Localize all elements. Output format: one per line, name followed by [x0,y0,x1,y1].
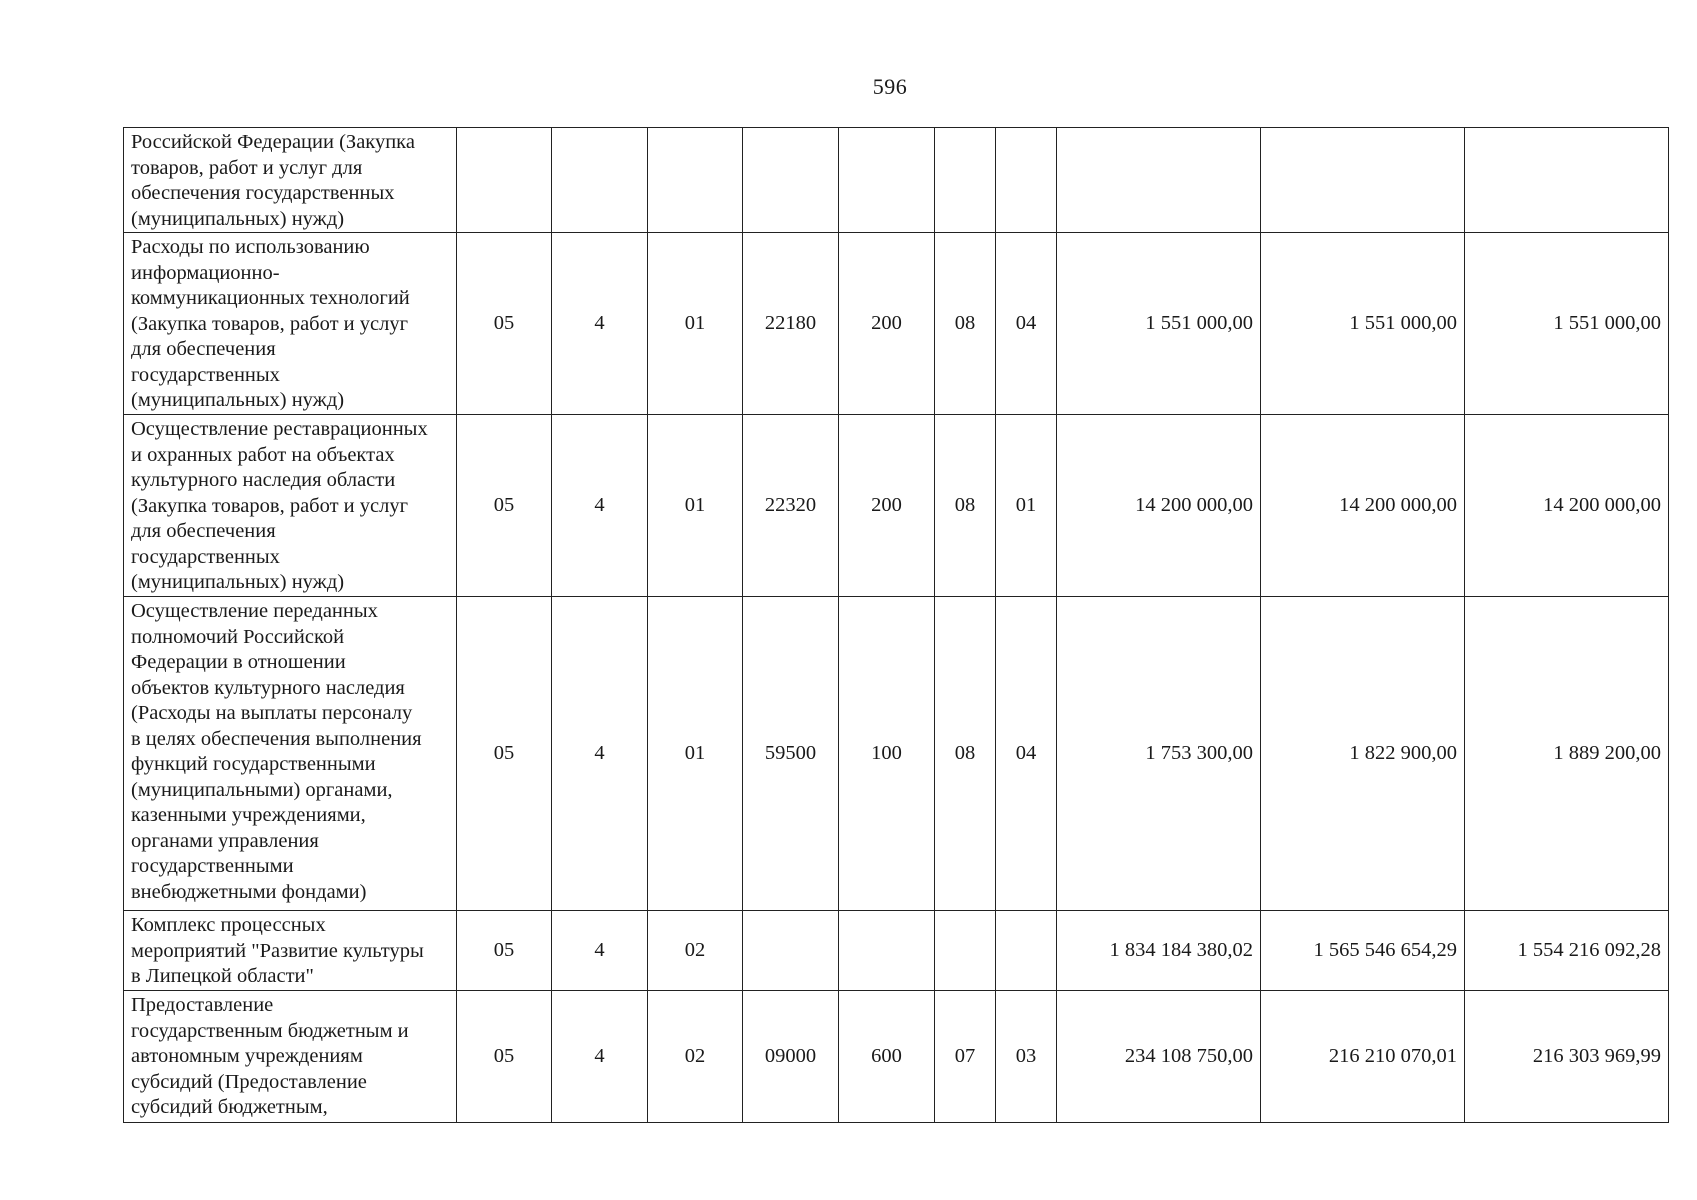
code-program: 05 [457,991,552,1123]
code-section: 08 [935,233,996,415]
table-row [124,233,1669,415]
code-section [935,911,996,991]
code-type: 4 [552,233,648,415]
amount-year-3: 1 554 216 092,28 [1465,911,1669,991]
amount-year-1: 1 753 300,00 [1057,597,1261,911]
code-type: 4 [552,597,648,911]
amount-year-2: 216 210 070,01 [1261,991,1465,1123]
row-description: Предоставление государственным бюджетным и автономным учреждениям субсидий (Предоставление субсидий бюджетным, [124,991,457,1123]
row-description: Российской Федерации (Закупка товаров, работ и услуг для обеспечения государственных (муниципальных) нужд) [124,128,457,233]
code-expense-type [839,911,935,991]
code-section: 07 [935,991,996,1123]
code-direction: 22180 [743,233,839,415]
amount-year-2: 1 565 546 654,29 [1261,911,1465,991]
code-direction [743,911,839,991]
code-section: 08 [935,415,996,597]
amount-year-1: 1 834 184 380,02 [1057,911,1261,991]
code-expense-type [839,128,935,233]
amount-year-3: 14 200 000,00 [1465,415,1669,597]
table-row [124,911,1669,991]
code-program: 05 [457,911,552,991]
code-expense-type: 100 [839,597,935,911]
amount-year-2: 14 200 000,00 [1261,415,1465,597]
code-program: 05 [457,597,552,911]
code-expense-type: 600 [839,991,935,1123]
table-row [124,128,1669,233]
row-description: Осуществление переданных полномочий Российской Федерации в отношении объектов культурного наследия (Расходы на выплаты персоналу в целях обеспечения выполнения функций государственными (муниципальными) органами, казенными учреждениями, органами управления государственными внебюджетными фондами) [124,597,457,911]
amount-year-1: 1 551 000,00 [1057,233,1261,415]
amount-year-3: 216 303 969,99 [1465,991,1669,1123]
code-subsection [996,911,1057,991]
code-subsection: 03 [996,991,1057,1123]
code-subprogram: 02 [648,991,743,1123]
amount-year-3: 1 889 200,00 [1465,597,1669,911]
code-expense-type: 200 [839,415,935,597]
amount-year-3: 1 551 000,00 [1465,233,1669,415]
code-subsection: 04 [996,597,1057,911]
code-type: 4 [552,911,648,991]
code-type [552,128,648,233]
amount-year-1: 14 200 000,00 [1057,415,1261,597]
row-description: Расходы по использованию информационно- коммуникационных технологий (Закупка товаров, работ и услуг для обеспечения государственных (муниципальных) нужд) [124,233,457,415]
row-description: Осуществление реставрационных и охранных работ на объектах культурного наследия области (Закупка товаров, работ и услуг для обеспечения государственных (муниципальных) нужд) [124,415,457,597]
code-subsection [996,128,1057,233]
code-program: 05 [457,233,552,415]
code-subprogram: 01 [648,597,743,911]
code-section [935,128,996,233]
amount-year-2: 1 551 000,00 [1261,233,1465,415]
amount-year-3 [1465,128,1669,233]
code-direction [743,128,839,233]
amount-year-2: 1 822 900,00 [1261,597,1465,911]
code-type: 4 [552,991,648,1123]
amount-year-1 [1057,128,1261,233]
code-subsection: 01 [996,415,1057,597]
code-subprogram [648,128,743,233]
code-subprogram: 02 [648,911,743,991]
code-program [457,128,552,233]
row-description: Комплекс процессных мероприятий "Развитие культуры в Липецкой области" [124,911,457,991]
table-body [124,128,1669,1123]
code-subprogram: 01 [648,233,743,415]
amount-year-1: 234 108 750,00 [1057,991,1261,1123]
code-section: 08 [935,597,996,911]
code-subprogram: 01 [648,415,743,597]
table-row [124,597,1669,911]
code-type: 4 [552,415,648,597]
table-row [124,991,1669,1123]
table-row [124,415,1669,597]
code-direction: 09000 [743,991,839,1123]
code-expense-type: 200 [839,233,935,415]
amount-year-2 [1261,128,1465,233]
budget-table [123,127,1669,1123]
code-direction: 59500 [743,597,839,911]
code-program: 05 [457,415,552,597]
code-direction: 22320 [743,415,839,597]
page-number: 596 [872,74,908,99]
code-subsection: 04 [996,233,1057,415]
